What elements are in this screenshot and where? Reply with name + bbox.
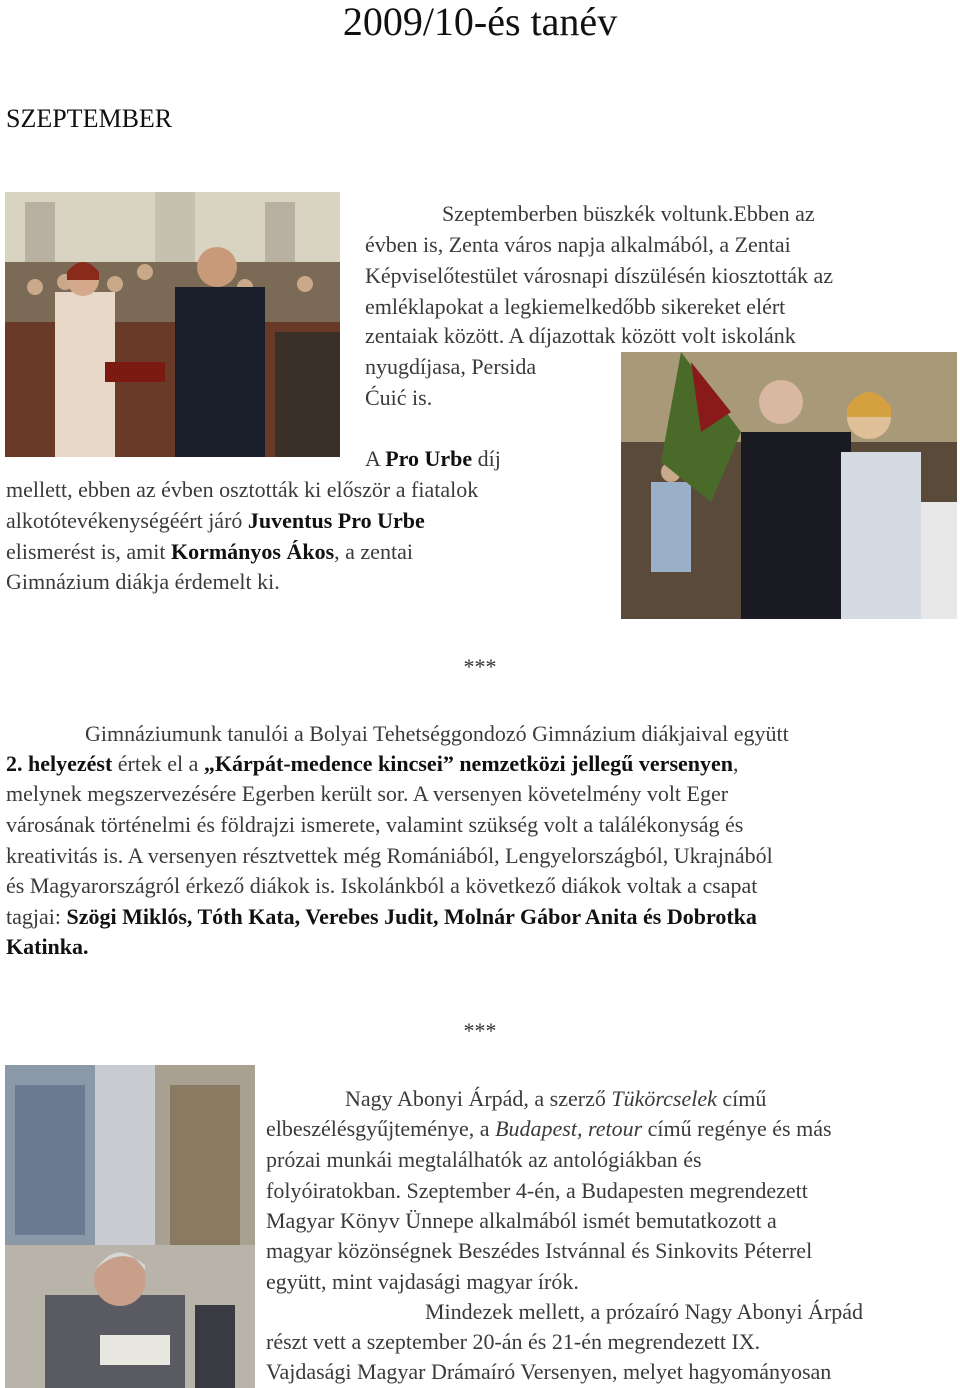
separator: *** xyxy=(463,654,497,679)
student-names: Szögi Miklós, Tóth Kata, Verebes Judit, Molnár Gábor Anita és Dobrotka xyxy=(66,904,757,929)
article1-line xyxy=(365,443,501,474)
youth-award-photo xyxy=(621,352,957,619)
article2-line: és Magyarországról érkező diákok is. Iskolánkból a következő diákok voltak a csapat xyxy=(6,873,758,898)
text-run: Nagy Abonyi Árpád, a szerző xyxy=(345,1086,612,1111)
text-run: tagjai: xyxy=(6,904,67,929)
article1-line: Gimnázium diákja érdemelt ki. xyxy=(6,569,280,594)
text-run: díj xyxy=(472,446,501,471)
article3-line: Magyar Könyv Ünnepe alkalmából ismét bemutatkozott a xyxy=(266,1208,777,1233)
article1-line: nyugdíjasa, Persida xyxy=(365,354,537,379)
article3-line: Vajdasági Magyar Drámaíró Versenyen, melyet hagyományosan xyxy=(266,1359,832,1384)
article1-line: mellett, ebben az évben osztották ki először a fiatalok xyxy=(6,477,479,502)
book-title: Budapest, retour xyxy=(495,1116,643,1141)
article2-line xyxy=(6,931,89,962)
article1-line xyxy=(6,505,425,536)
article3-line: Mindezek mellett, a prózaíró Nagy Abonyi Árpád xyxy=(425,1299,864,1324)
text-run: című regénye és más xyxy=(642,1116,832,1141)
person-name: Kormányos Ákos xyxy=(170,539,335,564)
placement: 2. helyezést xyxy=(6,751,113,776)
article2-line xyxy=(6,901,757,932)
article1-line: Szeptemberben büszkék voltunk.Ebben az xyxy=(442,201,815,226)
article3-line xyxy=(345,1083,766,1114)
author-photo xyxy=(5,1065,255,1388)
text-run: című xyxy=(716,1086,767,1111)
article1-line: emléklapokat a legkiemelkedőbb sikereket elért xyxy=(365,294,786,319)
article1-line: zentaiak között. A díjazottak között volt iskolánk xyxy=(365,323,796,348)
award-ceremony-photo xyxy=(5,192,340,457)
article2-line: kreativitás is. A versenyen résztvettek még Romániából, Lengyelországból, Ukrajnából xyxy=(6,843,773,868)
section-heading: SZEPTEMBER xyxy=(6,104,173,133)
article2-line: Gimnáziumunk tanulói a Bolyai Tehetséggondozó Gimnázium diákjaival együtt xyxy=(85,721,789,746)
text-run: A xyxy=(365,446,386,471)
text-run: , a zentai xyxy=(334,539,413,564)
text-run: elismerést is, amit xyxy=(6,539,171,564)
article3-line: folyóiratokban. Szeptember 4-én, a Budapesten megrendezett xyxy=(266,1178,808,1203)
page-title: 2009/10-és tanév xyxy=(342,0,618,44)
text-run: alkotótevékenységéért járó xyxy=(6,508,248,533)
text-run: elbeszélésgyűjteménye, a xyxy=(266,1116,496,1141)
article3-line: együtt, mint vajdasági magyar írók. xyxy=(266,1269,579,1294)
award-name: Juventus Pro Urbe xyxy=(247,508,425,533)
article1-line: Ćuić is. xyxy=(365,385,433,410)
article1-line: Képviselőtestület városnapi díszülésén kiosztották az xyxy=(365,263,833,288)
book-title: Tükörcselek xyxy=(611,1086,717,1111)
article3-line: prózai munkái megtalálhatók az antológiákban és xyxy=(266,1147,702,1172)
article2-line: melynek megszervezésére Egerben került sor. A versenyen követelmény volt Eger xyxy=(6,781,729,806)
article3-line: magyar közönségnek Beszédes Istvánnal és Sinkovits Péterrel xyxy=(266,1238,813,1263)
article3-line: részt vett a szeptember 20-án és 21-én megrendezett IX. xyxy=(266,1329,761,1354)
student-names: Katinka. xyxy=(6,934,89,959)
article1-line xyxy=(6,536,413,567)
award-name: Pro Urbe xyxy=(385,446,473,471)
article2-line: városának történelmi és földrajzi ismerete, valamint szükség volt a találékonyság és xyxy=(6,812,744,837)
competition-name: „Kárpát-medence kincsei” nemzetközi jellegű versenyen xyxy=(203,751,734,776)
text-run: értek el a xyxy=(112,751,204,776)
article3-line xyxy=(266,1113,832,1144)
article2-line xyxy=(6,748,739,779)
article1-line: évben is, Zenta város napja alkalmából, a Zentai xyxy=(365,232,791,257)
text-run: , xyxy=(733,751,739,776)
separator: *** xyxy=(463,1018,497,1043)
